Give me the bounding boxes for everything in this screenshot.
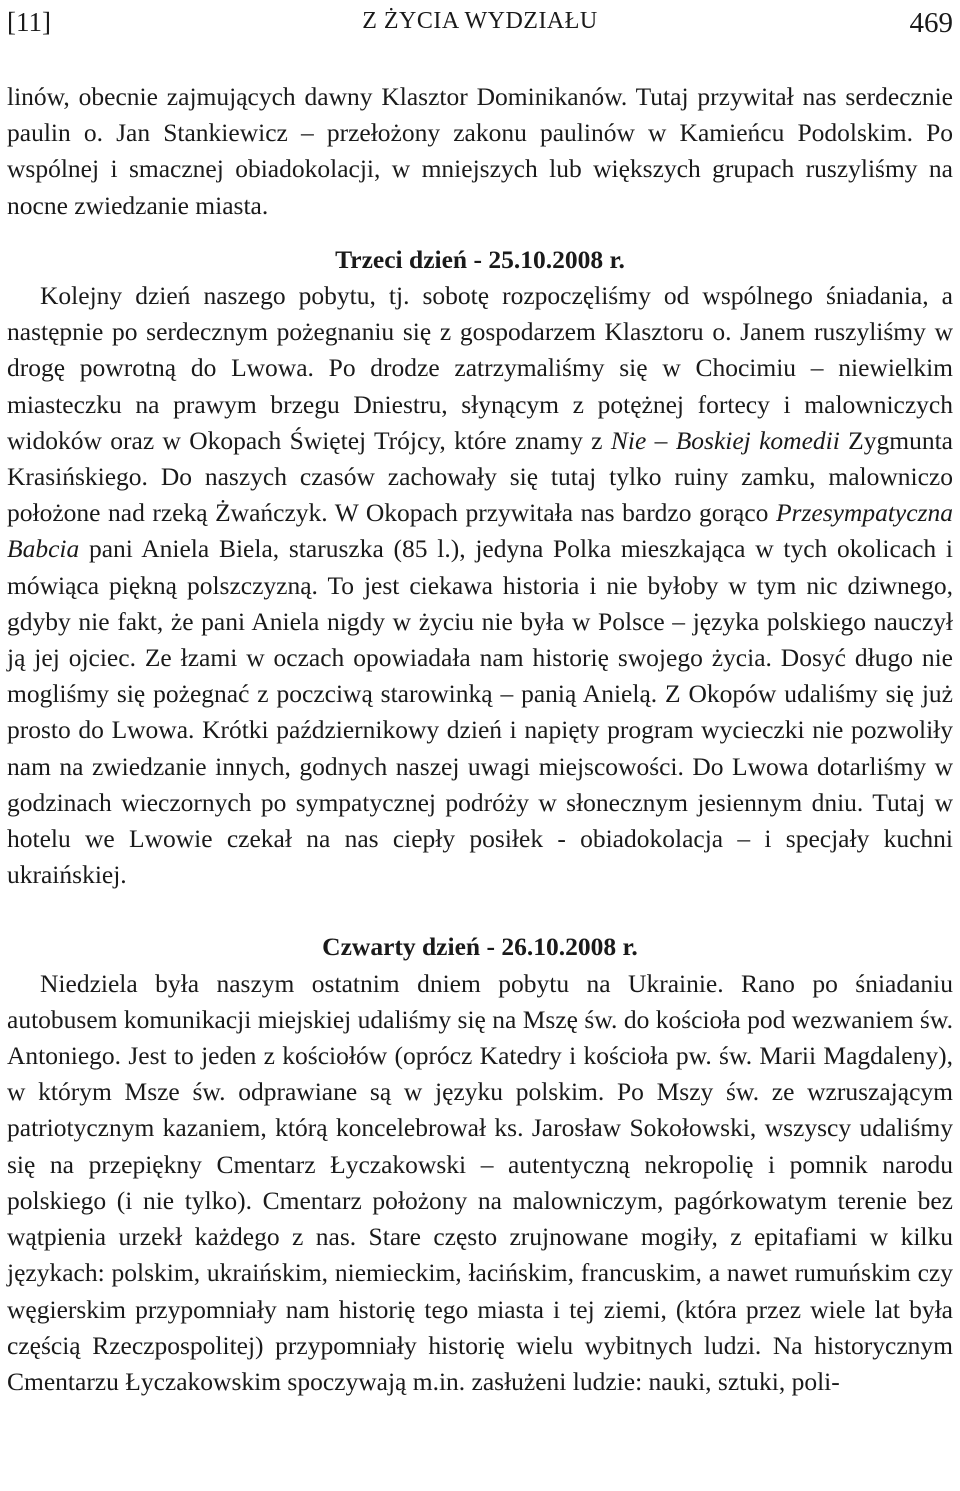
paragraph-day-3-part-b: Zygmunta Krasińskiego. Do naszych czasów zachowały się tutaj tylko ruiny zamku, malowniczo położone nad rzeką Żwańczyk. W Okopach przywitała nas bardzo gorąco [7,425,953,528]
paragraph-day-4: Niedziela była naszym ostatnim dniem pobytu na Ukrainie. Rano po śniadaniu autobusem komunikacji miejskiej udaliśmy się na Mszę św. do kościoła pod wezwaniem św. Antoniego. Jest to jeden z kościołów (oprócz Katedry i kościoła pw. św. Marii Magdaleny), w którym Msze św. odprawiane są w języku polskim. Po Mszy św. ze wzruszającym patriotycznym kazaniem, którą koncelebrował ks. Jarosław Sokołowski, wszyscy udaliśmy się na przepiękny Cmentarz Łyczakowski – autentyczną nekropolię i pomnik narodu polskiego (i nie tylko). Cmentarz położony na malowniczym, pagórkowatym terenie bez wątpienia urzekł każdego z nas. Stare często zrujnowane mogiły, z epitafiami w kilku językach: polskim, ukraińskim, niemieckim, łacińskim, francuskim, a nawet rumuńskim czy węgierskim przypomniały nam historię tego miasta i tej ziemi, (która przez wiele lat była częścią Rzeczpospolitej) przypomniały historię wielu wybitnych ludzi. Na historycznym Cmentarzu Łyczakowskim spoczywają m.in. zasłużeni ludzie: nauki, sztuki, poli- [7,968,953,1396]
paragraph-day-3-part-c: pani Aniela Biela, staruszka (85 l.), jedyna Polka mieszkająca w tych okolicach i mówiąca piękną polszczyzną. To jest ciekawa historia i nie byłoby w tym nic dziwnego, gdyby nie fakt, że pani Aniela nigdy w życiu nie była w Polsce – języka polskiego nauczył ją jej ojciec. Ze łzami w oczach opowiadała nam historię swojego życia. Dosyć długo nie mogliśmy się pożegnać z poczciwą starowinką – panią Anielą. Z Okopów udaliśmy się już prosto do Lwowa. Krótki październikowy dzień i napięty program wycieczki nie pozwoliły nam na zwiedzanie innych, godnych naszej uwagi miejscowości. Do Lwowa dotarliśmy w godzinach wieczornych po sympatycznej podróży w słonecznym jesiennym dniu. Tutaj w hotelu we Lwowie czekał na nas ciepły posiłek - obiadokolacja – i specjały kuchni ukraińskiej. [7,534,953,890]
section-heading-day-3: Trzeci dzień - 25.10.2008 r. [335,244,625,274]
italic-nickname: Przesympatyczna Babcia [7,498,953,564]
running-header [7,0,953,60]
paragraph-day-3-part-a: Kolejny dzień naszego pobytu, tj. sobotę rozpoczęliśmy od wspólnego śniadania, a następnie po serdecznym pożegnaniu się z gospodarzem Klasztoru o. Janem ruszyliśmy w drogę powrotną do Lwowa. Po drodze zatrzymaliśmy się w Chocimiu – niewielkim miasteczku na prawym brzegu Dniestru, słynącym z potężnej fortecy i malowniczych widoków oraz w Okopach Świętej Trójcy, które znamy z [7,281,953,455]
section-number: [11] [7,7,51,37]
document-page [7,0,953,1396]
article-body [7,79,953,1400]
section-heading-day-4: Czwarty dzień - 26.10.2008 r. [322,932,638,962]
page-number: 469 [909,7,953,39]
italic-book-title: Nie – Boskiej komedii [610,425,840,455]
paragraph-continued: linów, obecnie zajmujących dawny Klasztor Dominikanów. Tutaj przywitał nas serdecznie paulin o. Jan Stankiewicz – przełożony zakonu paulinów w Kamieńcu Podolskim. Po wspólnej i smacznej obiadokolacji, w mniejszych lub większych grupach ruszyliśmy na nocne zwiedzanie miasta. [7,82,953,220]
paragraph-day-3 [7,278,953,893]
running-title: Z ŻYCIA WYDZIAŁU [362,8,598,34]
